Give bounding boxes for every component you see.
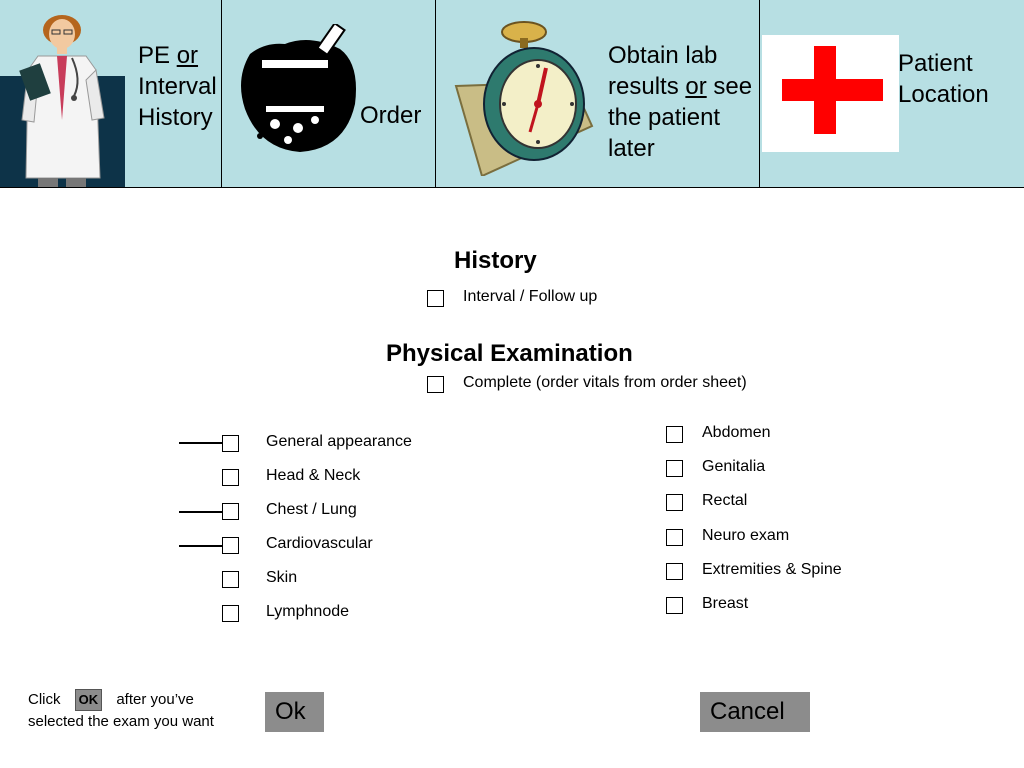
abdomen-label: Abdomen — [702, 424, 771, 441]
breast-label: Breast — [702, 595, 749, 612]
history-heading: History — [454, 247, 537, 274]
patient-location-button[interactable] — [760, 0, 1024, 187]
lab-results-label: Obtain lab results or see the patient later — [608, 42, 753, 162]
chest-lung-checkbox[interactable] — [222, 503, 239, 520]
cancel-button-label: Cancel — [710, 698, 785, 725]
doctor-icon — [0, 0, 125, 187]
extremities-spine-checkbox[interactable] — [666, 563, 683, 580]
lab-results-button[interactable] — [436, 0, 760, 187]
rx-symbol: Rx — [282, 69, 315, 102]
lymphnode-checkbox[interactable] — [222, 605, 239, 622]
top-toolbar — [0, 0, 1024, 188]
cardiovascular-checkbox[interactable] — [222, 537, 239, 554]
physical-examination-heading: Physical Examination — [386, 340, 633, 367]
interval-follow-up-label: Interval / Follow up — [463, 288, 598, 305]
pe-interval-history-button[interactable] — [0, 0, 222, 187]
instruction-click: Click — [28, 691, 61, 708]
instruction-text — [28, 689, 214, 732]
general-appearance-label: General appearance — [266, 433, 412, 450]
complete-exam-label: Complete (order vitals from order sheet) — [463, 374, 747, 391]
rectal-label: Rectal — [702, 492, 748, 509]
abdomen-checkbox[interactable] — [666, 426, 683, 443]
genitalia-label: Genitalia — [702, 458, 766, 475]
rectal-checkbox[interactable] — [666, 494, 683, 511]
complete-exam-checkbox[interactable] — [427, 376, 444, 393]
neuro-exam-checkbox[interactable] — [666, 529, 683, 546]
general-appearance-checkbox[interactable] — [222, 435, 239, 452]
breast-checkbox[interactable] — [666, 597, 683, 614]
alarm-clock-icon — [452, 16, 602, 176]
head-neck-label: Head & Neck — [266, 467, 361, 484]
pe-interval-history-label: PE or Interval History — [138, 42, 217, 131]
cancel-button[interactable] — [700, 692, 810, 732]
extremities-spine-label: Extremities & Spine — [702, 561, 842, 578]
red-cross-icon — [762, 35, 899, 152]
genitalia-checkbox[interactable] — [666, 460, 683, 477]
neuro-exam-label: Neuro exam — [702, 527, 790, 544]
cardiovascular-label: Cardiovascular — [266, 535, 373, 552]
instruction-after: after you’ve — [116, 691, 194, 708]
chest-lung-label: Chest / Lung — [266, 501, 357, 518]
order-label: Order — [360, 102, 422, 129]
ok-hint-badge: OK — [75, 689, 103, 711]
interval-follow-up-checkbox[interactable] — [427, 290, 444, 307]
lymphnode-label: Lymphnode — [266, 603, 350, 620]
skin-checkbox[interactable] — [222, 571, 239, 588]
patient-location-label: Patient Location — [898, 50, 989, 108]
ok-button[interactable] — [265, 692, 324, 732]
head-neck-checkbox[interactable] — [222, 469, 239, 486]
instruction-selected: selected the exam you want — [28, 713, 214, 730]
skin-label: Skin — [266, 569, 298, 586]
ok-button-label: Ok — [275, 698, 306, 725]
order-button[interactable] — [222, 0, 436, 187]
